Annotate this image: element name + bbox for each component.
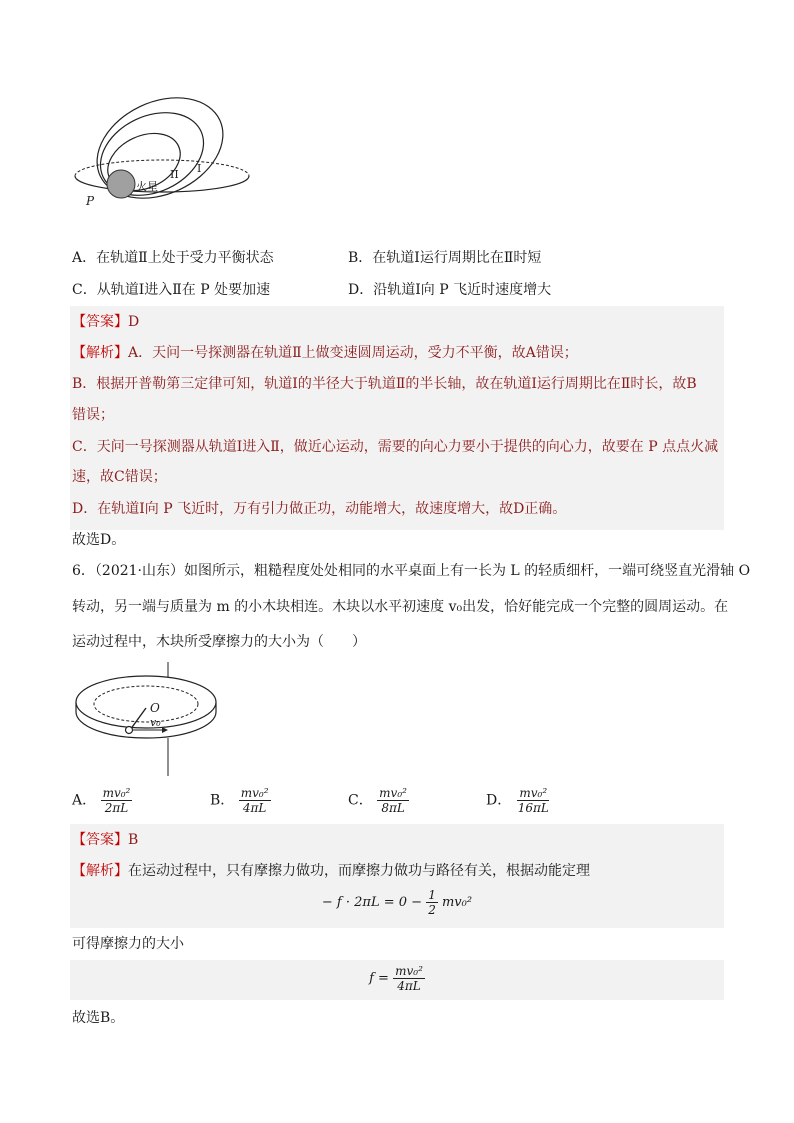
figure-mars-orbits bbox=[70, 92, 250, 212]
q5-option-d: D．沿轨道Ⅰ向 P 飞近时速度增大 bbox=[348, 282, 552, 298]
orbit-1 bbox=[87, 97, 217, 212]
q5-option-c: C．从轨道Ⅰ进入Ⅱ在 P 处要加速 bbox=[72, 282, 271, 298]
q6-option-c bbox=[348, 786, 409, 815]
option-letter: C． bbox=[348, 792, 373, 809]
q6-stem-line-2: 转动，另一端与质量为 m 的小木块相连。木块以水平初速度 v₀出发，恰好能完成一个完整的圆周运动。在 bbox=[72, 599, 729, 615]
q5-option-b: B．在轨道Ⅰ运行周期比在Ⅱ时短 bbox=[348, 250, 542, 266]
numerator: mv₀² bbox=[519, 786, 548, 800]
answer-tag: 【答案】 bbox=[72, 314, 128, 330]
numerator: mv₀² bbox=[379, 786, 407, 800]
option-fraction bbox=[101, 786, 133, 815]
option-letter: A． bbox=[72, 792, 97, 809]
answer-tag: 【答案】 bbox=[72, 832, 128, 848]
option-letter: D． bbox=[486, 792, 512, 809]
denominator: 4πL bbox=[397, 979, 421, 993]
q6-analysis-line-2: 可得摩擦力的大小 bbox=[72, 936, 184, 952]
q5-analysis-line-5: 速，故C错误； bbox=[72, 469, 167, 485]
numerator: mv₀² bbox=[395, 964, 423, 978]
q6-equation-2 bbox=[70, 964, 724, 993]
answer-value: D bbox=[128, 314, 140, 330]
analysis-text: 在运动过程中，只有摩擦力做功，而摩擦力做功与路径有关，根据动能定理 bbox=[128, 863, 590, 879]
wood-block bbox=[126, 727, 133, 734]
analysis-tag: 【解析】 bbox=[72, 863, 128, 879]
q6-option-b bbox=[210, 786, 271, 815]
q5-analysis-line-6: D．在轨道Ⅰ向 P 飞近时，万有引力做正功，动能增大，故速度增大，故D正确。 bbox=[72, 501, 567, 517]
q5-analysis-line-1 bbox=[72, 343, 578, 363]
mars-planet bbox=[107, 170, 135, 198]
q5-answer bbox=[72, 312, 139, 332]
denominator: 4πL bbox=[242, 801, 267, 815]
q6-option-a bbox=[72, 786, 132, 815]
option-fraction bbox=[516, 786, 551, 815]
label-orbit-1: I bbox=[197, 162, 202, 175]
q6-option-d bbox=[486, 786, 551, 815]
eq-fraction bbox=[426, 888, 438, 917]
q6-equation-1 bbox=[70, 888, 724, 917]
q5-option-a: A．在轨道Ⅱ上处于受力平衡状态 bbox=[72, 250, 274, 266]
denominator: 2 bbox=[428, 903, 436, 917]
answer-value: B bbox=[128, 832, 139, 848]
figure-rotating-rod bbox=[72, 660, 222, 778]
denominator: 8πL bbox=[381, 801, 405, 815]
eq-left: f = bbox=[369, 971, 389, 986]
q6-stem-line-1: 6．（2021·山东）如图所示，粗糙程度处处相同的水平桌面上有一长为 L 的轻质细杆，一端可绕竖直光滑轴 O bbox=[72, 563, 751, 579]
denominator: 2πL bbox=[104, 801, 129, 815]
q6-answer-box bbox=[70, 824, 724, 928]
q5-analysis-line-3: 错误； bbox=[72, 407, 114, 423]
q5-analysis-line-2: B．根据开普勒第三定律可知，轨道Ⅰ的半径大于轨道Ⅱ的半长轴，故在轨道Ⅰ运行周期比在Ⅱ时长，故B bbox=[72, 376, 697, 392]
table-top bbox=[76, 676, 216, 728]
numerator: 1 bbox=[428, 888, 436, 902]
q5-answer-box bbox=[70, 306, 724, 530]
denominator: 16πL bbox=[517, 801, 549, 815]
label-mars: 火星 bbox=[136, 180, 158, 193]
label-orbit-2: II bbox=[170, 168, 179, 181]
numerator: mv₀² bbox=[240, 786, 269, 800]
analysis-tag: 【解析】 bbox=[72, 345, 128, 361]
eq-fraction bbox=[393, 964, 425, 993]
eq-left: − f · 2πL = 0 − bbox=[321, 895, 423, 910]
q5-conclusion: 故选D。 bbox=[72, 532, 126, 548]
option-fraction bbox=[239, 786, 271, 815]
numerator: mv₀² bbox=[102, 786, 131, 800]
option-letter: B． bbox=[210, 792, 235, 809]
orbit-outer bbox=[81, 92, 240, 212]
q6-equation-2-box bbox=[70, 960, 724, 1000]
eq-right: mv₀² bbox=[441, 895, 473, 910]
q5-analysis-line-4: C．天问一号探测器从轨道Ⅰ进入Ⅱ，做近心运动，需要的向心力要小于提供的向心力，故要在 P 点点火减 bbox=[72, 439, 719, 455]
label-o: O bbox=[150, 701, 160, 715]
q6-stem-line-3: 运动过程中，木块所受摩擦力的大小为（ ） bbox=[72, 634, 366, 650]
q6-conclusion: 故选B。 bbox=[72, 1010, 125, 1026]
q6-answer bbox=[72, 830, 138, 850]
option-fraction bbox=[377, 786, 409, 815]
label-p: P bbox=[86, 194, 95, 208]
analysis-text: A．天问一号探测器在轨道Ⅱ上做变速圆周运动，受力不平衡，故A错误； bbox=[128, 345, 578, 361]
q6-analysis-line-1 bbox=[72, 861, 590, 881]
label-v0: v₀ bbox=[150, 716, 161, 729]
